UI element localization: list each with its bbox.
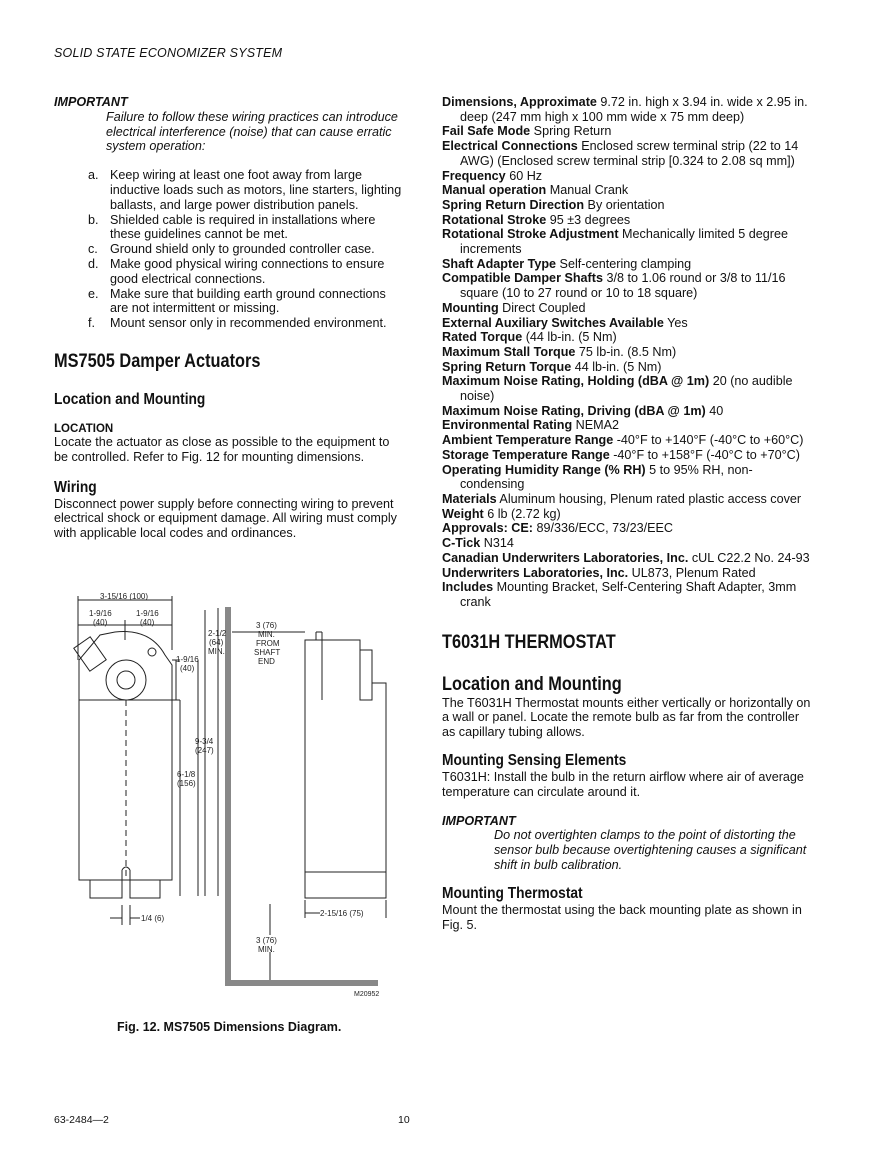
spec-row bbox=[442, 360, 812, 375]
spec-label: Weight bbox=[442, 506, 484, 521]
spec-value: Enclosed screw terminal strip (22 to 14 AWG) (Enclosed screw terminal strip [0.324 to 2.08 sq mm]) bbox=[460, 139, 799, 168]
spec-row bbox=[442, 301, 812, 316]
dim-bottom-clear-2: MIN. bbox=[258, 945, 275, 954]
spec-value: -40°F to +140°F (-40°C to +60°C) bbox=[613, 433, 804, 448]
spec-row bbox=[442, 404, 812, 419]
spec-row bbox=[442, 448, 812, 463]
spec-label: Rotational Stroke Adjustment bbox=[442, 227, 619, 242]
spec-value: 20 (no audible noise) bbox=[460, 374, 793, 404]
dim-bottom: 1/4 (6) bbox=[141, 914, 165, 923]
important-text: Failure to follow these wiring practices can introduce electrical interference (noise) that can cause erratic system operation: bbox=[106, 109, 398, 154]
spec-label: Maximum Noise Rating, Holding (dBA @ 1m) bbox=[442, 374, 710, 389]
spec-value: Mounting Bracket, Self-Centering Shaft Adapter, 3mm crank bbox=[460, 580, 797, 609]
dim-side-clear-5: END bbox=[258, 657, 275, 666]
mount-thermostat-text: Mount the thermostat using the back mounting plate as shown in Fig. 5. bbox=[442, 902, 802, 932]
spec-row bbox=[442, 330, 812, 345]
spec-value: UL873, Plenum Rated bbox=[628, 565, 756, 580]
spec-value: 60 Hz bbox=[505, 168, 543, 183]
spec-row bbox=[442, 183, 812, 198]
spec-label: Materials bbox=[442, 491, 497, 506]
spec-label: Rotational Stroke bbox=[442, 212, 547, 227]
spec-value: cUL C22.2 No. 24-93 bbox=[688, 550, 810, 565]
spec-value: 44 lb-in. (5 Nm) bbox=[571, 359, 662, 374]
spec-value: NEMA2 bbox=[572, 418, 620, 433]
spec-label: Frequency bbox=[442, 168, 506, 183]
dim-side-clear-1: 3 (76) bbox=[256, 621, 277, 630]
spec-value: 95 ±3 degrees bbox=[546, 212, 631, 227]
spec-label: Shaft Adapter Type bbox=[442, 256, 557, 271]
spec-label: Mounting bbox=[442, 300, 499, 315]
spec-row bbox=[442, 463, 812, 492]
spec-value: (44 lb-in. (5 Nm) bbox=[522, 330, 617, 345]
dim-shaft-1: 1-9/16 bbox=[176, 655, 199, 664]
figure-id: M20952 bbox=[354, 991, 380, 998]
spec-row bbox=[442, 198, 812, 213]
spec-row bbox=[442, 551, 812, 566]
spec-value: Spring Return bbox=[530, 124, 612, 139]
list-item: e. Make sure that building earth ground connections are not intermittent or missing. bbox=[88, 286, 386, 316]
list-item: d. Make good physical wiring connections to ensure good electrical connections. bbox=[88, 256, 385, 286]
spec-value: -40°F to +158°F (-40°C to +70°C) bbox=[609, 447, 800, 462]
dim-height-2: (247) bbox=[195, 746, 214, 755]
spec-value: 6 lb (2.72 kg) bbox=[483, 506, 561, 521]
spec-row bbox=[442, 271, 812, 300]
wiring-text: Disconnect power supply before connecting wiring to prevent electrical shock or equipment damage. All wiring must comply with applicable local codes and ordinances. bbox=[54, 496, 397, 541]
spec-value: 9.72 in. high x 3.94 in. wide x 2.95 in. deep (247 mm high x 100 mm wide x 75 mm deep) bbox=[460, 95, 808, 124]
spec-row bbox=[442, 316, 812, 331]
list-item: c. Ground shield only to grounded controller case. bbox=[88, 242, 375, 257]
dim-depth: 2-15/16 (75) bbox=[320, 909, 364, 918]
spec-label: Compatible Damper Shafts bbox=[442, 271, 603, 286]
dim-half-b: 1-9/16 bbox=[136, 609, 159, 618]
spec-label: Maximum Noise Rating, Driving (dBA @ 1m) bbox=[442, 403, 706, 418]
ms7505-dimensions-diagram bbox=[60, 585, 400, 1005]
heading-location-mounting: Location and Mounting bbox=[54, 390, 206, 408]
spec-label: Canadian Underwriters Laboratories, Inc. bbox=[442, 550, 689, 565]
spec-row bbox=[442, 213, 812, 228]
important-text-2: Do not overtighten clamps to the point of distorting the sensor bulb because overtightening causes a significant shift in bulb calibration. bbox=[494, 828, 807, 872]
dim-half-b-mm: (40) bbox=[140, 618, 155, 627]
t6031h-location-text: The T6031H Thermostat mounts either vertically or horizontally on a wall or panel. Locate the remote bulb as far from the controller as capillary tubing allows. bbox=[442, 695, 811, 740]
spec-label: Approvals: CE: bbox=[442, 521, 533, 536]
section-title-ms7505: MS7505 Damper Actuators bbox=[54, 350, 261, 372]
dim-top-clear-2: (64) bbox=[209, 638, 224, 647]
dim-bottom-clear-1: 3 (76) bbox=[256, 936, 277, 945]
spec-value: 5 to 95% RH, non-condensing bbox=[460, 462, 753, 492]
spec-value: 75 lb-in. (8.5 Nm) bbox=[575, 344, 677, 359]
dim-side-clear-2: MIN. bbox=[258, 630, 275, 639]
dim-height-1: 9-3/4 bbox=[195, 737, 214, 746]
spec-value: Self-centering clamping bbox=[556, 256, 692, 271]
spec-value: Yes bbox=[663, 315, 688, 330]
left-column bbox=[54, 95, 406, 541]
important-label: IMPORTANT bbox=[54, 95, 128, 109]
spec-value: 3/8 to 1.06 round or 3/8 to 11/16 square (10 to 27 round or 10 to 18 square) bbox=[460, 271, 786, 301]
dim-shaft-2: (40) bbox=[180, 664, 195, 673]
list-item: b. Shielded cable is required in installations where these guidelines cannot be met. bbox=[88, 212, 376, 242]
spec-label: Rated Torque bbox=[442, 330, 523, 345]
dim-half-a: 1-9/16 bbox=[89, 609, 112, 618]
heading-wiring: Wiring bbox=[54, 478, 97, 496]
heading-mounting-thermostat: Mounting Thermostat bbox=[442, 884, 583, 902]
running-header: SOLID STATE ECONOMIZER SYSTEM bbox=[54, 46, 283, 60]
spec-row bbox=[442, 139, 812, 168]
spec-row bbox=[442, 169, 812, 184]
dim-half-a-mm: (40) bbox=[93, 618, 108, 627]
dim-side-clear-3: FROM bbox=[256, 639, 280, 648]
heading-location: LOCATION bbox=[54, 422, 114, 435]
spec-value: Direct Coupled bbox=[498, 300, 586, 315]
dim-top-clear-1: 2-1/2 bbox=[208, 629, 227, 638]
spec-value: Mechanically limited 5 degree increments bbox=[460, 227, 788, 257]
spec-value: N314 bbox=[480, 536, 514, 551]
spec-label: Storage Temperature Range bbox=[442, 447, 610, 462]
dim-lower-1: 6-1/8 bbox=[177, 770, 196, 779]
spec-label: Manual operation bbox=[442, 183, 547, 198]
spec-row bbox=[442, 507, 812, 522]
spec-label: Operating Humidity Range (% RH) bbox=[442, 462, 646, 477]
heading-mounting-sensing: Mounting Sensing Elements bbox=[442, 752, 627, 769]
dim-top-clear-3: MIN. bbox=[208, 647, 225, 656]
spec-label: Fail Safe Mode bbox=[442, 124, 531, 139]
spec-row bbox=[442, 95, 812, 124]
spec-label: Spring Return Direction bbox=[442, 197, 585, 212]
spec-value: Manual Crank bbox=[546, 183, 629, 198]
heading-t6031h-location-mounting: Location and Mounting bbox=[442, 673, 622, 695]
important-label-2: IMPORTANT bbox=[442, 813, 516, 828]
list-item: a. Keep wiring at least one foot away from large inductive loads such as motors, line starters, lighting ballasts, and large power distribution panels. bbox=[88, 168, 402, 212]
spec-label: C-Tick bbox=[442, 536, 481, 551]
spec-row bbox=[442, 418, 812, 433]
spec-label: Maximum Stall Torque bbox=[442, 344, 576, 359]
spec-row bbox=[442, 566, 812, 581]
doc-number: 63-2484—2 bbox=[54, 1114, 109, 1126]
spec-row bbox=[442, 492, 812, 507]
spec-label: Spring Return Torque bbox=[442, 359, 572, 374]
spec-label: Electrical Connections bbox=[442, 139, 578, 154]
spec-label: Includes bbox=[442, 580, 494, 595]
location-text: Locate the actuator as close as possible to the equipment to be controlled. Refer to Fig. 12 for mounting dimensions. bbox=[54, 434, 390, 464]
spec-row bbox=[442, 257, 812, 272]
sensing-text: T6031H: Install the bulb in the return airflow where air of average temperature can circulate around it. bbox=[442, 770, 804, 799]
spec-label: Ambient Temperature Range bbox=[442, 433, 614, 448]
spec-label: External Auxiliary Switches Available bbox=[442, 315, 664, 330]
spec-row bbox=[442, 433, 812, 448]
spec-row bbox=[442, 521, 812, 536]
list-item: f. Mount sensor only in recommended environment. bbox=[88, 316, 387, 331]
spec-row bbox=[442, 124, 812, 139]
specifications-list bbox=[442, 95, 812, 610]
spec-value: 40 bbox=[705, 403, 724, 418]
spec-label: Underwriters Laboratories, Inc. bbox=[442, 565, 629, 580]
spec-label: Environmental Rating bbox=[442, 418, 573, 433]
section-title-t6031h: T6031H THERMOSTAT bbox=[442, 631, 616, 653]
spec-row bbox=[442, 345, 812, 360]
spec-row bbox=[442, 374, 812, 403]
dim-width-total: 3-15/16 (100) bbox=[100, 592, 149, 601]
right-column bbox=[442, 95, 812, 932]
spec-label: Dimensions, Approximate bbox=[442, 95, 597, 109]
dim-side-clear-4: SHAFT bbox=[254, 648, 281, 657]
spec-row bbox=[442, 536, 812, 551]
wiring-practices-list bbox=[54, 168, 406, 331]
spec-value: By orientation bbox=[584, 197, 665, 212]
spec-value: 89/336/ECC, 73/23/EEC bbox=[532, 521, 673, 536]
dim-lower-2: (156) bbox=[177, 779, 196, 788]
figure-caption: Fig. 12. MS7505 Dimensions Diagram. bbox=[117, 1020, 342, 1034]
spec-row bbox=[442, 580, 812, 609]
spec-value: Aluminum housing, Plenum rated plastic access cover bbox=[496, 491, 802, 506]
page-number: 10 bbox=[398, 1114, 410, 1126]
spec-row bbox=[442, 227, 812, 256]
